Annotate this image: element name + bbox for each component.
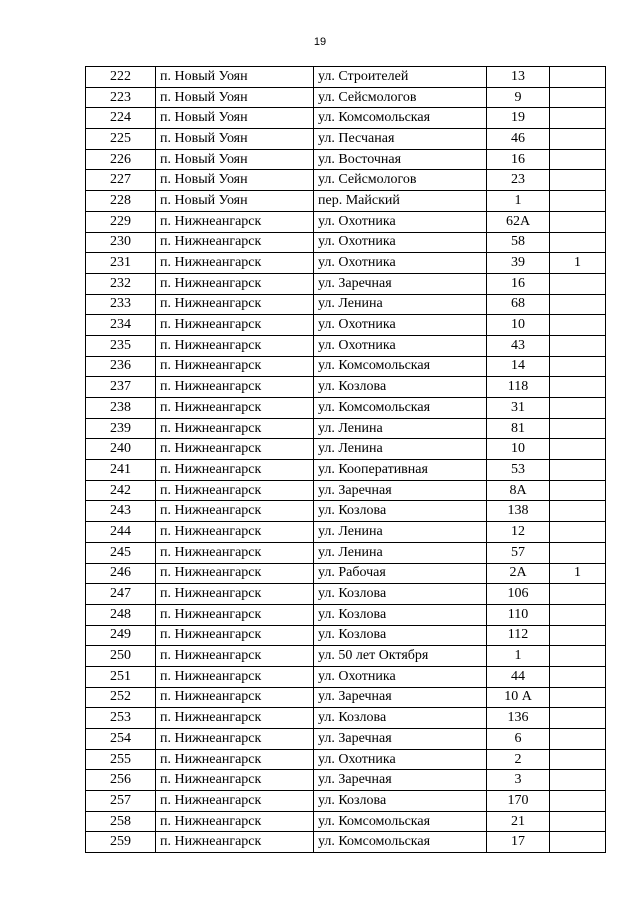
settlement-cell: п. Нижнеангарск [156,770,314,791]
row-number-cell: 252 [86,687,156,708]
table-row [86,501,606,522]
extra-count-cell [550,708,606,729]
settlement-cell: п. Новый Уоян [156,191,314,212]
house-number-cell: 8А [487,480,550,501]
street-cell: ул. Охотника [314,232,487,253]
extra-count-cell [550,687,606,708]
street-cell: ул. Комсомольская [314,108,487,129]
row-number-cell: 255 [86,749,156,770]
extra-count-cell [550,211,606,232]
settlement-cell: п. Нижнеангарск [156,687,314,708]
street-cell: ул. Заречная [314,273,487,294]
house-number-cell: 10 [487,439,550,460]
extra-count-cell [550,625,606,646]
extra-count-cell [550,749,606,770]
row-number-cell: 237 [86,377,156,398]
house-number-cell: 12 [487,522,550,543]
house-number-cell: 16 [487,149,550,170]
table-row [86,418,606,439]
row-number-cell: 235 [86,335,156,356]
house-number-cell: 118 [487,377,550,398]
settlement-cell: п. Нижнеангарск [156,253,314,274]
extra-count-cell [550,108,606,129]
extra-count-cell [550,129,606,150]
table-row [86,191,606,212]
settlement-cell: п. Нижнеангарск [156,294,314,315]
row-number-cell: 242 [86,480,156,501]
house-number-cell: 106 [487,584,550,605]
table-row [86,67,606,88]
settlement-cell: п. Нижнеангарск [156,811,314,832]
settlement-cell: п. Нижнеангарск [156,439,314,460]
settlement-cell: п. Нижнеангарск [156,460,314,481]
settlement-cell: п. Нижнеангарск [156,232,314,253]
extra-count-cell [550,791,606,812]
table-row [86,232,606,253]
street-cell: ул. Комсомольская [314,356,487,377]
extra-count-cell [550,480,606,501]
house-number-cell: 13 [487,67,550,88]
settlement-cell: п. Нижнеангарск [156,356,314,377]
row-number-cell: 226 [86,149,156,170]
table-row [86,170,606,191]
street-cell: ул. Заречная [314,687,487,708]
house-number-cell: 81 [487,418,550,439]
street-cell: ул. Комсомольская [314,398,487,419]
extra-count-cell [550,418,606,439]
settlement-cell: п. Нижнеангарск [156,211,314,232]
street-cell: ул. Козлова [314,708,487,729]
settlement-cell: п. Нижнеангарск [156,501,314,522]
table-row [86,335,606,356]
row-number-cell: 240 [86,439,156,460]
table-row [86,563,606,584]
extra-count-cell [550,191,606,212]
row-number-cell: 248 [86,604,156,625]
house-number-cell: 62А [487,211,550,232]
house-number-cell: 39 [487,253,550,274]
extra-count-cell [550,87,606,108]
table-row [86,522,606,543]
extra-count-cell [550,460,606,481]
row-number-cell: 228 [86,191,156,212]
extra-count-cell [550,542,606,563]
street-cell: ул. Козлова [314,377,487,398]
table-row [86,708,606,729]
house-number-cell: 2 [487,749,550,770]
extra-count-cell [550,811,606,832]
street-cell: ул. Заречная [314,480,487,501]
street-cell: пер. Майский [314,191,487,212]
street-cell: ул. Комсомольская [314,811,487,832]
extra-count-cell [550,315,606,336]
table-row [86,439,606,460]
row-number-cell: 243 [86,501,156,522]
settlement-cell: п. Нижнеангарск [156,522,314,543]
table-row [86,687,606,708]
house-number-cell: 138 [487,501,550,522]
extra-count-cell [550,604,606,625]
house-number-cell: 9 [487,87,550,108]
row-number-cell: 229 [86,211,156,232]
settlement-cell: п. Нижнеангарск [156,398,314,419]
house-number-cell: 112 [487,625,550,646]
extra-count-cell [550,67,606,88]
street-cell: ул. Охотника [314,335,487,356]
table-row [86,480,606,501]
row-number-cell: 231 [86,253,156,274]
table-row [86,646,606,667]
house-number-cell: 1 [487,191,550,212]
row-number-cell: 258 [86,811,156,832]
street-cell: ул. Восточная [314,149,487,170]
extra-count-cell [550,439,606,460]
house-number-cell: 43 [487,335,550,356]
street-cell: ул. Охотника [314,211,487,232]
street-cell: ул. Ленина [314,522,487,543]
extra-count-cell [550,273,606,294]
extra-count-cell [550,335,606,356]
row-number-cell: 238 [86,398,156,419]
street-cell: ул. Заречная [314,729,487,750]
extra-count-cell [550,522,606,543]
row-number-cell: 227 [86,170,156,191]
table-row [86,211,606,232]
settlement-cell: п. Нижнеангарск [156,625,314,646]
street-cell: ул. Козлова [314,625,487,646]
extra-count-cell [550,729,606,750]
row-number-cell: 239 [86,418,156,439]
table-row [86,87,606,108]
street-cell: ул. Комсомольская [314,832,487,853]
street-cell: ул. Кооперативная [314,460,487,481]
street-cell: ул. Сейсмологов [314,170,487,191]
house-number-cell: 3 [487,770,550,791]
table-row [86,377,606,398]
extra-count-cell [550,398,606,419]
row-number-cell: 230 [86,232,156,253]
row-number-cell: 249 [86,625,156,646]
table-row [86,729,606,750]
street-cell: ул. Строителей [314,67,487,88]
settlement-cell: п. Нижнеангарск [156,480,314,501]
row-number-cell: 257 [86,791,156,812]
settlement-cell: п. Новый Уоян [156,149,314,170]
house-number-cell: 68 [487,294,550,315]
settlement-cell: п. Нижнеангарск [156,604,314,625]
table-row [86,273,606,294]
house-number-cell: 10 [487,315,550,336]
extra-count-cell [550,646,606,667]
extra-count-cell [550,356,606,377]
settlement-cell: п. Нижнеангарск [156,666,314,687]
row-number-cell: 250 [86,646,156,667]
settlement-cell: п. Нижнеангарск [156,832,314,853]
settlement-cell: п. Нижнеангарск [156,729,314,750]
table-row [86,584,606,605]
row-number-cell: 244 [86,522,156,543]
settlement-cell: п. Нижнеангарск [156,791,314,812]
house-number-cell: 17 [487,832,550,853]
table-row [86,770,606,791]
street-cell: ул. Рабочая [314,563,487,584]
row-number-cell: 223 [86,87,156,108]
street-cell: ул. Ленина [314,439,487,460]
table-row [86,149,606,170]
table-row [86,666,606,687]
table-row [86,253,606,274]
house-number-cell: 2А [487,563,550,584]
house-number-cell: 53 [487,460,550,481]
house-number-cell: 58 [487,232,550,253]
row-number-cell: 251 [86,666,156,687]
settlement-cell: п. Нижнеангарск [156,542,314,563]
house-number-cell: 57 [487,542,550,563]
table-row [86,625,606,646]
extra-count-cell [550,170,606,191]
row-number-cell: 256 [86,770,156,791]
street-cell: ул. Сейсмологов [314,87,487,108]
row-number-cell: 225 [86,129,156,150]
street-cell: ул. Охотника [314,666,487,687]
table-row [86,460,606,481]
address-table [85,66,606,853]
street-cell: ул. Козлова [314,791,487,812]
table-row [86,356,606,377]
extra-count-cell [550,377,606,398]
settlement-cell: п. Новый Уоян [156,108,314,129]
street-cell: ул. Козлова [314,584,487,605]
extra-count-cell [550,770,606,791]
row-number-cell: 245 [86,542,156,563]
row-number-cell: 254 [86,729,156,750]
street-cell: ул. Ленина [314,294,487,315]
row-number-cell: 253 [86,708,156,729]
settlement-cell: п. Нижнеангарск [156,563,314,584]
table-row [86,542,606,563]
row-number-cell: 224 [86,108,156,129]
house-number-cell: 170 [487,791,550,812]
table-row [86,832,606,853]
extra-count-cell [550,232,606,253]
table-row [86,604,606,625]
extra-count-cell: 1 [550,253,606,274]
house-number-cell: 1 [487,646,550,667]
street-cell: ул. Козлова [314,604,487,625]
house-number-cell: 46 [487,129,550,150]
house-number-cell: 31 [487,398,550,419]
row-number-cell: 246 [86,563,156,584]
street-cell: ул. Ленина [314,542,487,563]
table-row [86,398,606,419]
street-cell: ул. Песчаная [314,129,487,150]
street-cell: ул. Козлова [314,501,487,522]
house-number-cell: 21 [487,811,550,832]
row-number-cell: 247 [86,584,156,605]
house-number-cell: 16 [487,273,550,294]
settlement-cell: п. Нижнеангарск [156,335,314,356]
extra-count-cell [550,501,606,522]
settlement-cell: п. Нижнеангарск [156,584,314,605]
row-number-cell: 233 [86,294,156,315]
extra-count-cell [550,666,606,687]
house-number-cell: 14 [487,356,550,377]
settlement-cell: п. Новый Уоян [156,67,314,88]
row-number-cell: 232 [86,273,156,294]
street-cell: ул. Охотника [314,253,487,274]
settlement-cell: п. Новый Уоян [156,170,314,191]
house-number-cell: 10 А [487,687,550,708]
extra-count-cell [550,294,606,315]
table-row [86,294,606,315]
extra-count-cell [550,584,606,605]
extra-count-cell: 1 [550,563,606,584]
row-number-cell: 234 [86,315,156,336]
settlement-cell: п. Новый Уоян [156,87,314,108]
house-number-cell: 44 [487,666,550,687]
table-row [86,315,606,336]
row-number-cell: 236 [86,356,156,377]
table-row [86,791,606,812]
house-number-cell: 110 [487,604,550,625]
table-row [86,811,606,832]
street-cell: ул. Охотника [314,749,487,770]
table-row [86,129,606,150]
page-number: 19 [313,36,327,48]
settlement-cell: п. Нижнеангарск [156,418,314,439]
settlement-cell: п. Нижнеангарск [156,377,314,398]
settlement-cell: п. Нижнеангарск [156,708,314,729]
street-cell: ул. Ленина [314,418,487,439]
extra-count-cell [550,149,606,170]
row-number-cell: 259 [86,832,156,853]
settlement-cell: п. Новый Уоян [156,129,314,150]
settlement-cell: п. Нижнеангарск [156,646,314,667]
house-number-cell: 6 [487,729,550,750]
table-body [86,67,606,853]
table-row [86,749,606,770]
table-row [86,108,606,129]
house-number-cell: 136 [487,708,550,729]
street-cell: ул. 50 лет Октября [314,646,487,667]
settlement-cell: п. Нижнеангарск [156,315,314,336]
extra-count-cell [550,832,606,853]
house-number-cell: 23 [487,170,550,191]
row-number-cell: 241 [86,460,156,481]
row-number-cell: 222 [86,67,156,88]
street-cell: ул. Охотника [314,315,487,336]
house-number-cell: 19 [487,108,550,129]
settlement-cell: п. Нижнеангарск [156,273,314,294]
settlement-cell: п. Нижнеангарск [156,749,314,770]
street-cell: ул. Заречная [314,770,487,791]
